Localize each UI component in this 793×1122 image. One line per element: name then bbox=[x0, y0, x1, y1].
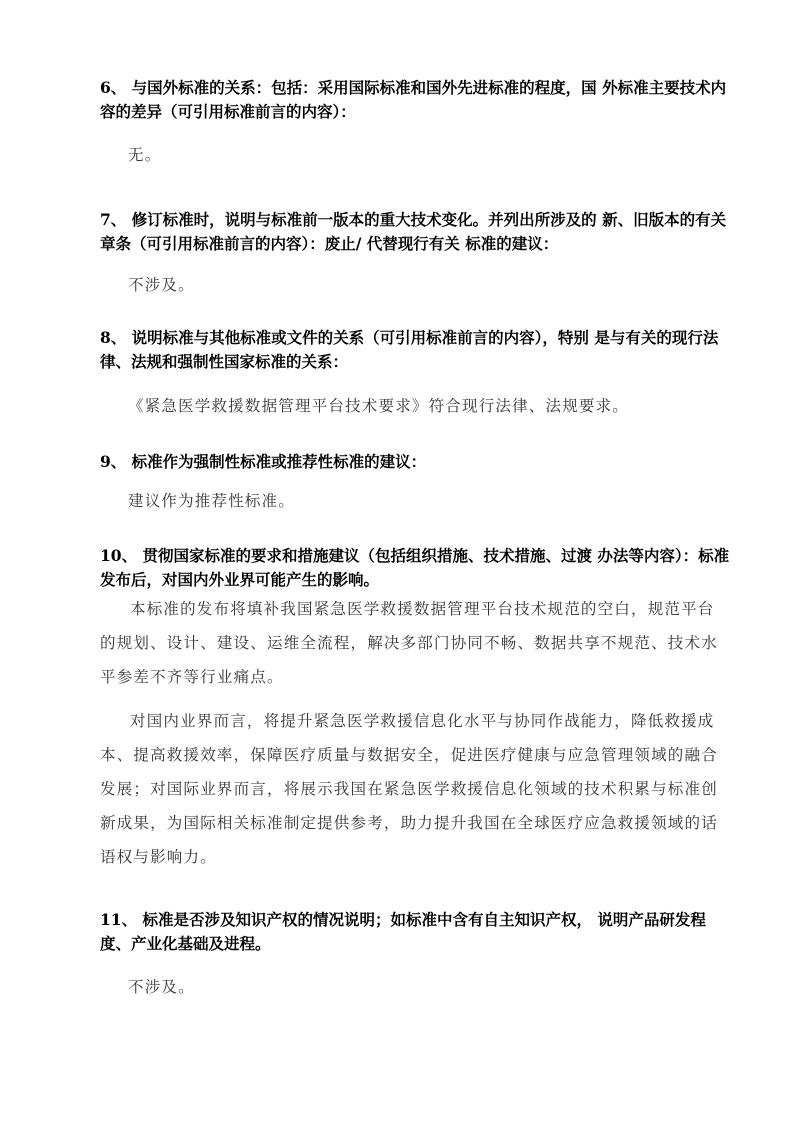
section-7-heading: 7、 修订标准时，说明与标准前一版本的重大技术变化。并列出所涉及的 新、旧版本的有关章条（可引用标准前言的内容）：废止/ 代替现行有关 标准的建议： bbox=[100, 210, 727, 253]
section-9-body: 建议作为推荐性标准。 bbox=[128, 492, 296, 510]
section-11-body: 不涉及。 bbox=[128, 978, 195, 996]
section-11-heading: 11、 标准是否涉及知识产权的情况说明；如标准中含有自主知识产权， 说明产品研发程度、产业化基础及进程。 bbox=[100, 910, 706, 953]
section-8-heading: 8、 说明标准与其他标准或文件的关系（可引用标准前言的内容），特别 是与有关的现行法律、法规和强制性国家标准的关系： bbox=[100, 328, 719, 371]
section-9-heading: 9、 标准作为强制性标准或推荐性标准的建议： bbox=[100, 452, 427, 471]
section-7-body: 不涉及。 bbox=[128, 276, 195, 294]
section-6-heading: 6、 与国外标准的关系：包括：采用国际标准和国外先进标准的程度，国 外标准主要技术内容的差异（可引用标准前言的内容）： bbox=[100, 78, 727, 121]
section-10-paragraph-2: 对国内业界而言，将提升紧急医学救援信息化水平与协同作战能力，降低救援成本、提高救援效率，保障医疗质量与数据安全，促进医疗健康与应急管理领域的融合发展；对国际业界而言，将展示我国在紧急医学救援信息化领域的技术积累与标准创新成果，为国际相关标准制定提供参考，助力提升我国在全球医疗应急救援领域的话语权与影响力。 bbox=[100, 712, 718, 866]
section-8-body: 《紧急医学救援数据管理平台技术要求》符合现行法律、法规要求。 bbox=[128, 397, 630, 415]
section-10-paragraph-1: 本标准的发布将填补我国紧急医学救援数据管理平台技术规范的空白，规范平台的规划、设计、建设、运维全流程，解决多部门协同不畅、数据共享不规范、技术水平参差不齐等行业痛点。 bbox=[100, 600, 718, 686]
section-6-body: 无。 bbox=[128, 146, 162, 164]
section-10-heading: 10、 贯彻国家标准的要求和措施建议（包括组织措施、技术措施、过渡 办法等内容）：标准发布后，对国内外业界可能产生的影响。 bbox=[100, 546, 730, 589]
